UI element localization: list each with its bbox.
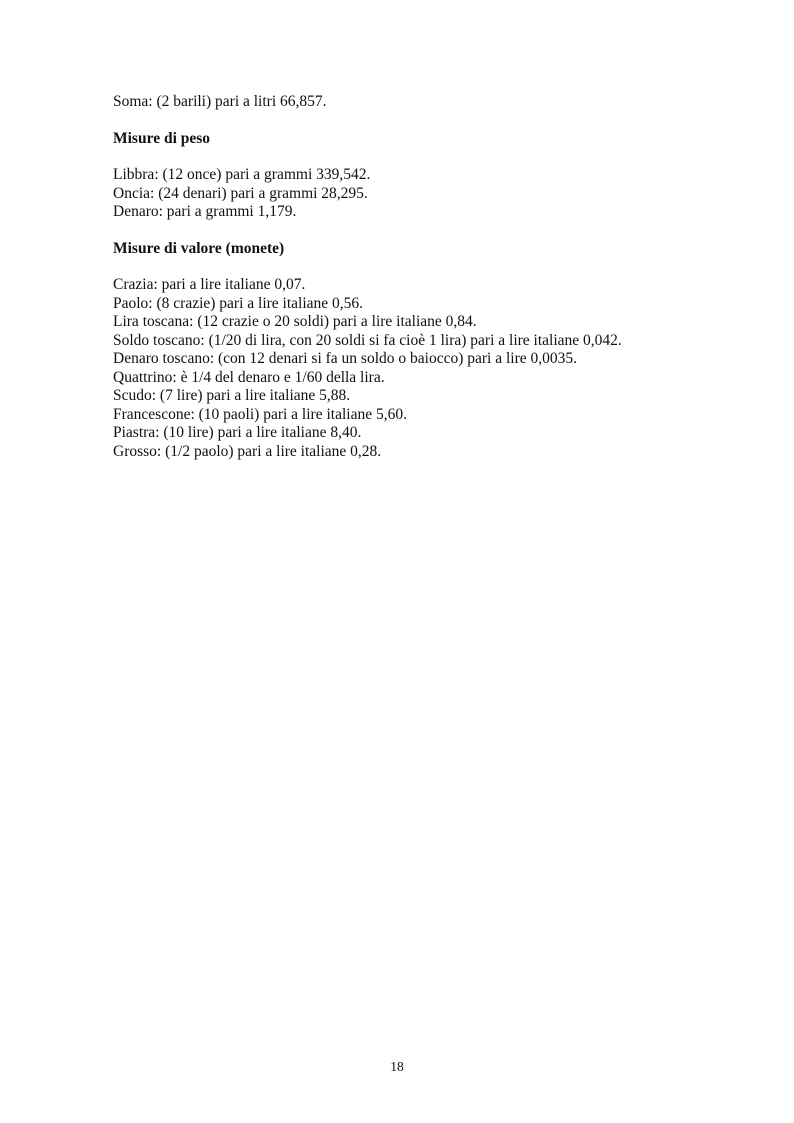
weights-heading: Misure di peso (113, 129, 211, 147)
coin-item-paolo: Paolo: (8 crazie) pari a lire italiane 0,56. (113, 294, 364, 312)
weight-item-libbra: Libbra: (12 once) pari a grammi 339,542. (113, 166, 371, 183)
coin-item-piastra: Piastra: (10 lire) pari a lire italiane 8,40. (113, 424, 362, 441)
coin-item-scudo: Scudo: (7 lire) pari a lire italiane 5,88. (113, 387, 351, 404)
coins-heading: Misure di valore (monete) (113, 239, 285, 257)
coins-list (113, 276, 713, 461)
weight-item-oncia: Oncia: (24 denari) pari a grammi 28,295. (113, 184, 368, 202)
coin-item-quattrino: Quattrino: è 1/4 del denaro e 1/60 della lira. (113, 368, 385, 386)
coin-item-grosso: Grosso: (1/2 paolo) pari a lire italiane 0,28. (113, 442, 382, 460)
coin-item-crazia: Crazia: pari a lire italiane 0,07. (113, 276, 306, 293)
page-number: 18 (390, 1059, 404, 1074)
coin-item-francescone: Francescone: (10 paoli) pari a lire italiane 5,60. (113, 405, 407, 423)
weights-list (113, 166, 713, 222)
soma-line: Soma: (2 barili) pari a litri 66,857. (113, 93, 327, 110)
coin-item-denaro-toscano: Denaro toscano: (con 12 denari si fa un soldo o baiocco) pari a lire 0,0035. (113, 350, 577, 367)
coin-item-lira-toscana: Lira toscana: (12 crazie o 20 soldi) pari a lire italiane 0,84. (113, 313, 477, 330)
weight-item-denaro: Denaro: pari a grammi 1,179. (113, 203, 297, 220)
document-body (113, 93, 713, 461)
coin-item-soldo-toscano: Soldo toscano: (1/20 di lira, con 20 soldi si fa cioè 1 lira) pari a lire italiane 0,042. (113, 331, 622, 349)
